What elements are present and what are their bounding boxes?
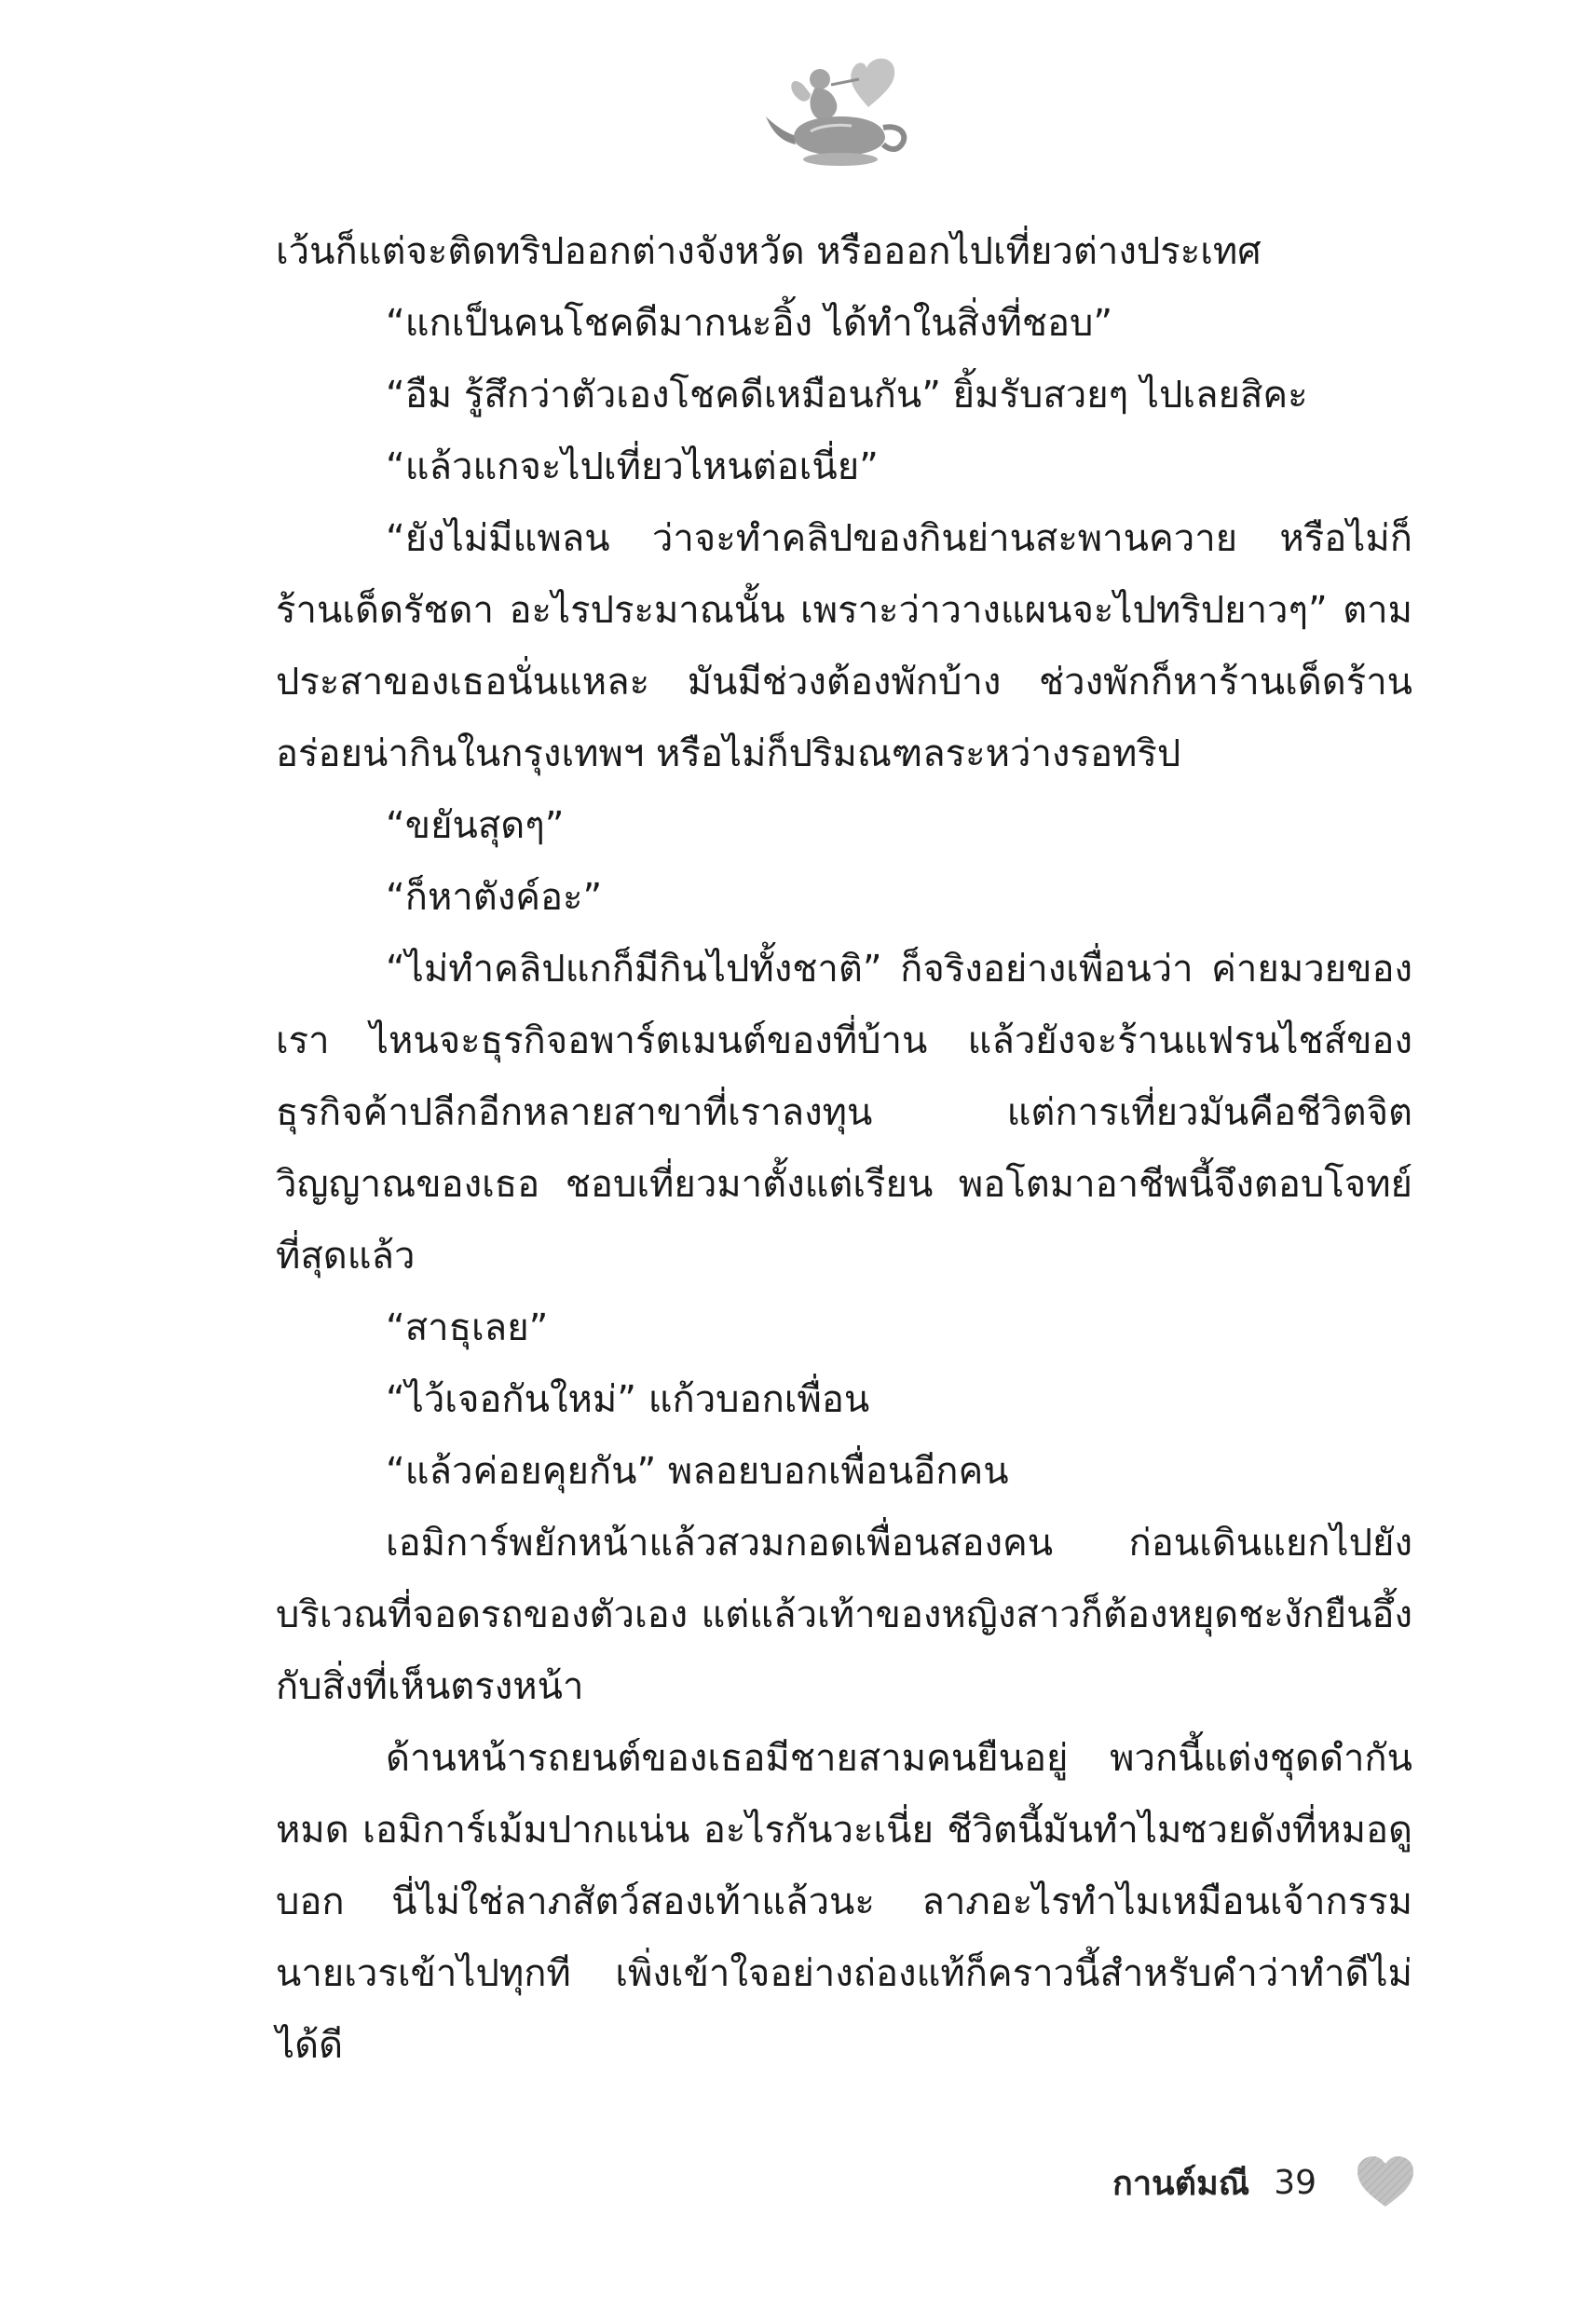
page-number: 39 [1274, 2163, 1316, 2202]
emblem-heart [851, 59, 894, 107]
page-footer [1112, 2154, 1417, 2210]
paragraph: “แล้วค่อยคุยกัน” พลอยบอกเพื่อนอีกคน [386, 1450, 1009, 1493]
paragraph: “ก็หาตังค์อะ” [386, 876, 603, 919]
page-body-text [276, 216, 1412, 2082]
book-title: กานต์มณี [1112, 2164, 1250, 2203]
paragraph: “แกเป็นคนโชคดีมากนะอิ้ง ได้ทำในสิ่งที่ชอบ” [386, 302, 1113, 345]
paragraph: “สาธุเลย” [386, 1306, 549, 1349]
emblem-cupid-head [810, 69, 830, 89]
emblem-teapot-body [794, 116, 885, 156]
emblem-teapot-spout [766, 116, 796, 144]
paragraph: ด้านหน้ารถยนต์ของเธอมีชายสามคนยืนอยู่ พวกนี้แต่งชุดดำกันหมด เอมิการ์เม้มปากแน่น อะไรกันวะเนี่ย ชีวิตนี้มันทำไมซวยดังที่หมอดูบอก นี่ไม่ใช่ลาภสัตว์สองเท้าแล้วนะ ลาภอะไรทำไมเหมือนเจ้ากรรมนายเวรเข้าไปทุกที เพิ่งเข้าใจอย่างถ่องแท้ก็คราวนี้สำหรับคำว่าทำดีไม่ได้ดี [276, 1737, 1412, 2067]
cupid-teapot-heart-icon [762, 51, 921, 172]
heart-icon [1354, 2154, 1417, 2210]
paragraph: “ไม่ทำคลิปแกก็มีกินไปทั้งชาติ” ก็จริงอย่างเพื่อนว่า ค่ายมวยของเรา ไหนจะธุรกิจอพาร์ตเมนต์ของที่บ้าน แล้วยังจะร้านแฟรนไชส์ของธุรกิจค้าปลีกอีกหลายสาขาที่เราลงทุน แต่การเที่ยวมันคือชีวิตจิตวิญญาณของเธอ ชอบเที่ยวมาตั้งแต่เรียน พอโตมาอาชีพนี้จึงตอบโจทย์ที่สุดแล้ว [276, 948, 1412, 1278]
paragraph: “อืม รู้สึกว่าตัวเองโชคดีเหมือนกัน” ยิ้มรับสวยๆ ไปเลยสิคะ [386, 374, 1308, 417]
paragraph: “ไว้เจอกันใหม่” แก้วบอกเพื่อน [386, 1378, 870, 1421]
emblem-cupid-body [811, 89, 838, 120]
paragraph: “แล้วแกจะไปเที่ยวไหนต่อเนี่ย” [386, 445, 879, 488]
emblem-cupid-wing [791, 81, 811, 102]
paragraph: เอมิการ์พยักหน้าแล้วสวมกอดเพื่อนสองคน ก่อนเดินแยกไปยังบริเวณที่จอดรถของตัวเอง แต่แล้วเท้าของหญิงสาวก็ต้องหยุดชะงักยืนอึ้งกับสิ่งที่เห็นตรงหน้า [276, 1522, 1412, 1708]
emblem-teapot-base [803, 153, 878, 166]
emblem-teapot-handle [883, 127, 904, 149]
paragraph: เว้นก็แต่จะติดทริปออกต่างจังหวัด หรือออกไปเที่ยวต่างประเทศ [276, 230, 1262, 273]
paragraph: “ขยันสุดๆ” [386, 804, 565, 847]
paragraph: “ยังไม่มีแพลน ว่าจะทำคลิปของกินย่านสะพานควาย หรือไม่ก็ร้านเด็ดรัชดา อะไรประมาณนั้น เพราะว่าวางแผนจะไปทริปยาวๆ” ตามประสาของเธอนั่นแหละ มันมีช่วงต้องพักบ้าง ช่วงพักก็หาร้านเด็ดร้านอร่อยน่ากินในกรุงเทพฯ หรือไม่ก็ปริมณฑลระหว่างรอทริป [276, 517, 1412, 775]
